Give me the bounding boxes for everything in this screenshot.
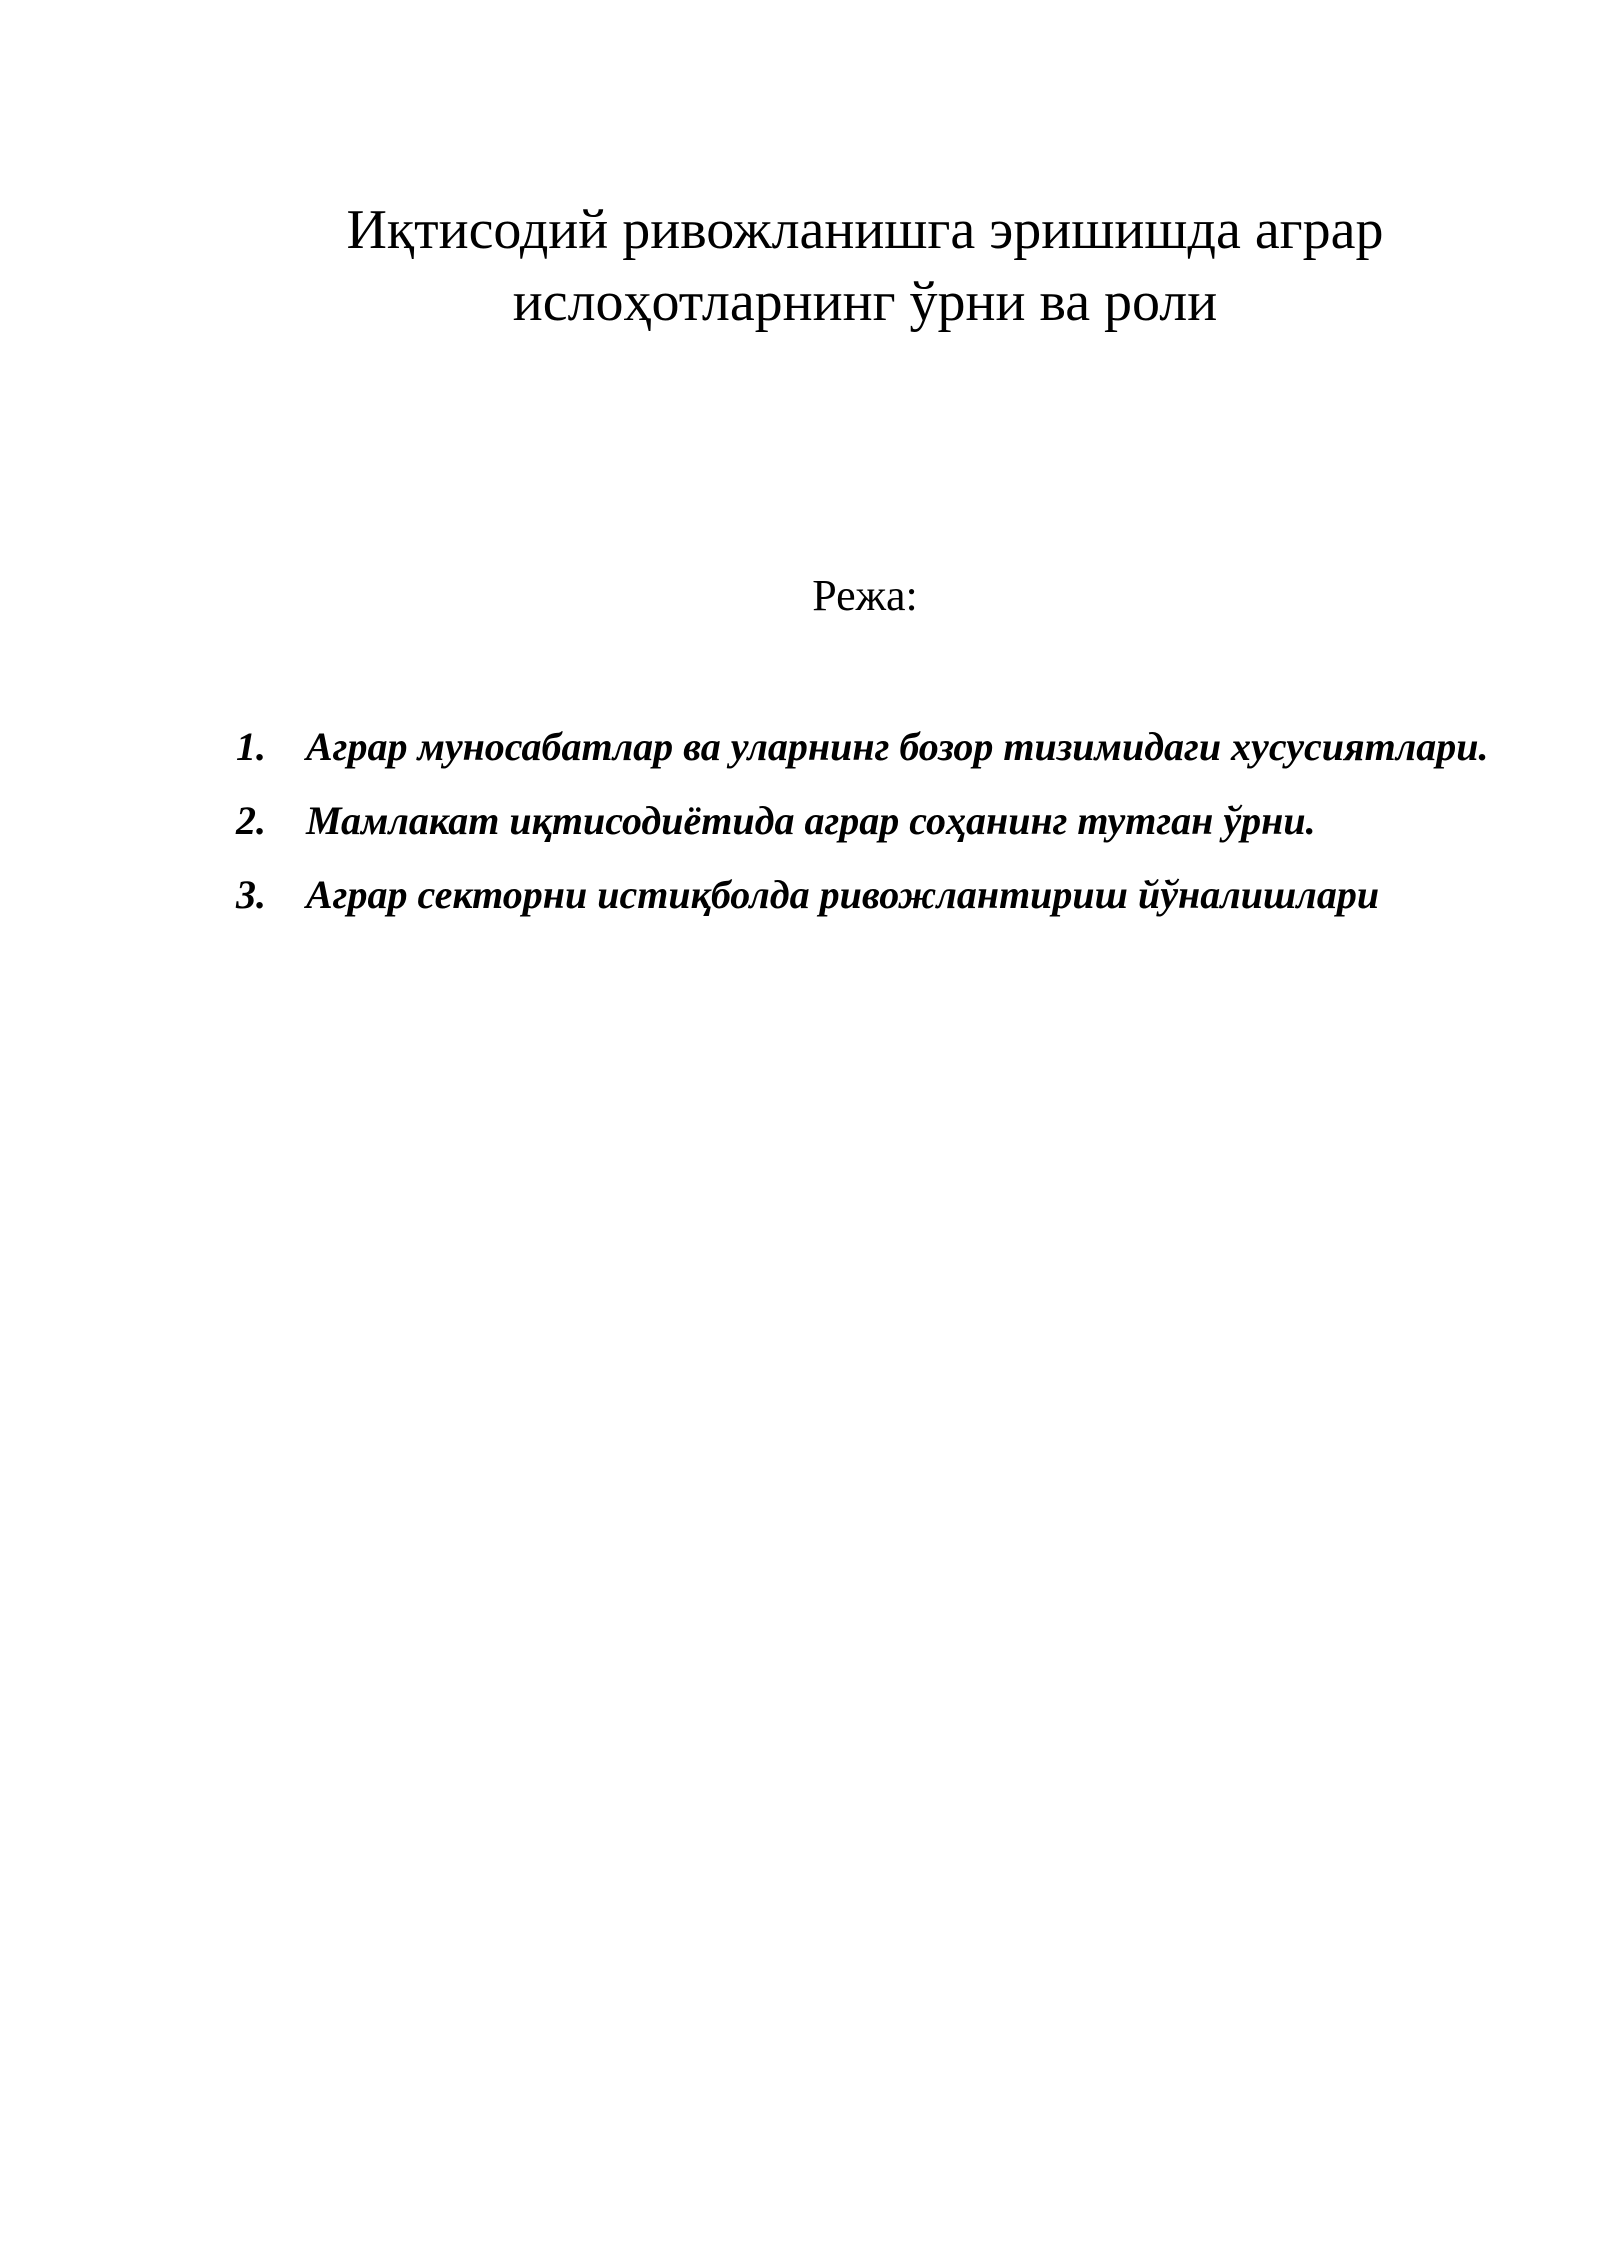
plan-item-number: 1. [236,724,266,769]
plan-item-text: Мамлакат иқтисодиётида аграр соҳанинг тутган ўрни. [306,798,1316,843]
title-line-1: Иқтисодий ривожланишга эришишда аграр [346,198,1384,261]
plan-item-number: 3. [236,872,266,917]
title-line-2: ислоҳотларнинг ўрни ва роли [512,270,1218,333]
plan-heading: Режа: [812,571,918,620]
plan-item-1 [236,710,1510,784]
document-title [300,194,1430,338]
plan-item-text: Аграр секторни истиқболда ривожлантириш йўналишлари [306,872,1380,917]
plan-item-text: Аграр муносабатлар ва уларнинг бозор тизимидаги хусусиятлари. [306,724,1489,769]
plan-item-number: 2. [236,798,266,843]
plan-list [236,710,1510,932]
plan-item-2 [236,784,1510,858]
plan-item-3 [236,858,1510,932]
